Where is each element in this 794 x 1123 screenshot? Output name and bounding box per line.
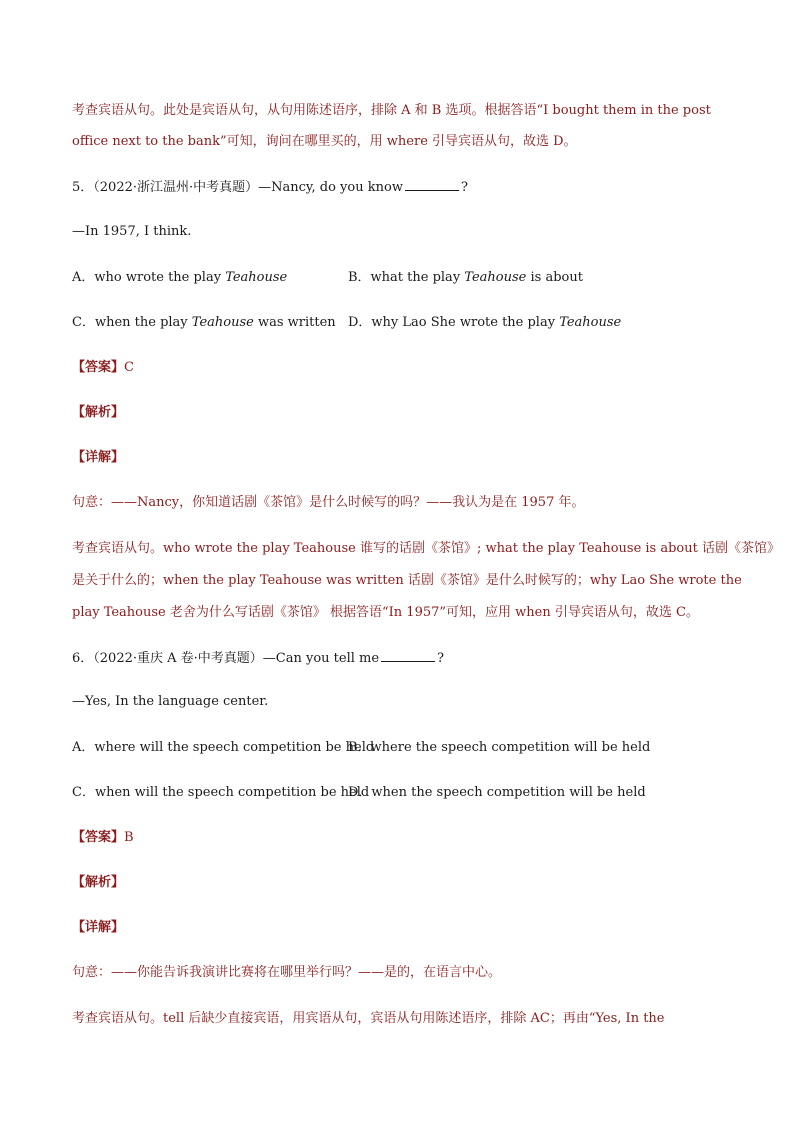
q5-option-a <box>72 269 287 287</box>
q6-option-b: B．where the speech competition will be held <box>348 740 651 755</box>
q6-analysis-line-1: 考查宾语从句。tell 后缺少直接宾语，用宾语从句，宾语从句用陈述语序，排除 AC；再由“Yes, In the <box>72 1011 665 1026</box>
q5-meaning: 句意：——Nancy，你知道话剧《茶馆》是什么时候写的吗？——我认为是在 1957 年。 <box>72 495 585 510</box>
q5-option-a-title: Teahouse <box>225 270 288 285</box>
answer-label: 【答案】 <box>72 360 125 375</box>
q5-option-c-text: C．when the play <box>72 315 192 330</box>
question-6-reply: —Yes, In the language center. <box>72 694 269 709</box>
q5-analysis-line-3: play Teahouse 老舍为什么写话剧《茶馆》 根据答语“In 1957”可知，应用 when 引导宾语从句，故选 C。 <box>72 605 699 620</box>
answer-value: C <box>124 360 134 375</box>
question-5-stem <box>72 178 734 197</box>
answer-label: 【答案】 <box>72 830 125 845</box>
q5-option-b <box>348 269 583 287</box>
question-6-stem-end: ? <box>437 651 445 666</box>
q5-xiangjie-label: 【详解】 <box>72 450 125 465</box>
q5-option-b-title: Teahouse <box>464 270 527 285</box>
q5-option-b-suffix: is about <box>526 270 583 285</box>
q5-option-a-text: A．who wrote the play <box>72 270 226 285</box>
q5-option-c-title: Teahouse <box>191 315 254 330</box>
question-6-stem <box>72 649 734 668</box>
q5-jiexi-label: 【解析】 <box>72 405 125 420</box>
q5-answer <box>72 359 734 377</box>
question-5-stem-text: 5．（2022·浙江温州·中考真题）—Nancy, do you know <box>72 180 403 195</box>
answer-blank <box>381 649 435 662</box>
q5-option-c-suffix: was written <box>253 315 336 330</box>
q6-xiangjie-label: 【详解】 <box>72 920 125 935</box>
question-6-stem-text: 6．（2022·重庆 A 卷·中考真题）—Can you tell me <box>72 651 380 666</box>
prev-analysis-line-2: office next to the bank”可知，询问在哪里买的，用 where 引导宾语从句，故选 D。 <box>72 134 577 149</box>
q6-jiexi-label: 【解析】 <box>72 875 125 890</box>
q5-option-d <box>348 314 621 332</box>
answer-blank <box>405 178 459 191</box>
prev-analysis-line-1: 考查宾语从句。此处是宾语从句，从句用陈述语序，排除 A 和 B 选项。根据答语“I bought them in the post <box>72 103 711 118</box>
q6-meaning: 句意：——你能告诉我演讲比赛将在哪里举行吗？——是的，在语言中心。 <box>72 965 502 980</box>
q5-option-d-title: Teahouse <box>559 315 622 330</box>
answer-value: B <box>124 830 134 845</box>
question-5-stem-end: ? <box>460 180 468 195</box>
q5-analysis-line-2: 是关于什么的；when the play Teahouse was written 话剧《茶馆》是什么时候写的；why Lao She wrote the <box>72 573 742 588</box>
q6-option-c: C．when will the speech competition be held <box>72 785 370 800</box>
q6-option-d: D．when the speech competition will be held <box>348 785 646 800</box>
q6-option-a: A．where will the speech competition be held <box>72 740 375 755</box>
q5-option-b-text: B．what the play <box>348 270 465 285</box>
q5-analysis-line-1: 考查宾语从句。who wrote the play Teahouse 谁写的话剧《茶馆》; what the play Teahouse is about 话剧《茶馆》 <box>72 541 780 556</box>
q5-option-c <box>72 314 336 332</box>
question-5-reply: —In 1957, I think. <box>72 224 192 239</box>
q5-option-d-text: D．why Lao She wrote the play <box>348 315 560 330</box>
q6-answer <box>72 829 734 847</box>
